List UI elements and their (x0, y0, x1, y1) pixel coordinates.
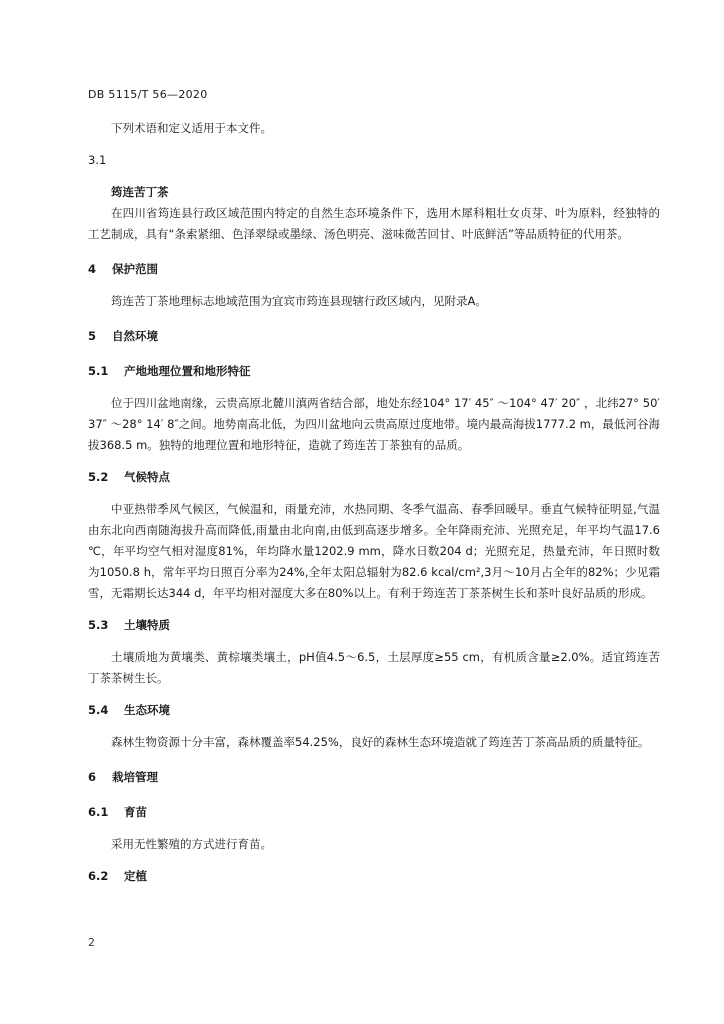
subsection-5-3-heading (88, 615, 660, 636)
subsection-title: 气候特点 (124, 470, 171, 484)
subsection-number: 5.3 (88, 618, 109, 632)
subsection-5-4-text: 森林生物资源十分丰富，森林覆盖率54.25%，良好的森林生态环境造就了筠连苦丁茶高品质的质量特征。 (111, 735, 650, 749)
clause-3-1-number: 3.1 (88, 153, 107, 167)
subsection-number: 6.1 (88, 805, 109, 819)
section-number: 5 (88, 329, 97, 343)
subsection-number: 5.4 (88, 703, 109, 717)
section-title: 保护范围 (112, 262, 159, 276)
document-body (88, 118, 660, 887)
subsection-5-3-text: 土壤质地为黄壤类、黄棕壤类壤土，pH值4.5～6.5，土层厚度≥55 cm，有机质含量≥2.0%。适宜筠连苦丁茶茶树生长。 (88, 650, 660, 685)
term-title: 筠连苦丁茶 (111, 185, 169, 199)
section-title: 自然环境 (112, 329, 159, 343)
term-definition: 在四川省筠连县行政区域范围内特定的自然生态环境条件下，选用木犀科粗壮女贞芽、叶为原料，经独特的工艺制成，具有“条索紧细、色泽翠绿或墨绿、汤色明亮、滋味微苦回甘、叶底鲜活”等品质特征的代用茶。 (88, 206, 660, 241)
subsection-title: 生态环境 (124, 703, 171, 717)
section-number: 6 (88, 770, 97, 784)
subsection-6-1-text: 采用无性繁殖的方式进行育苗。 (111, 837, 272, 851)
subsection-number: 5.1 (88, 364, 109, 378)
section-title: 栽培管理 (112, 770, 159, 784)
subsection-title: 育苗 (124, 805, 148, 819)
page-number: 2 (88, 936, 95, 949)
section-number: 4 (88, 262, 97, 276)
section-6-heading (88, 767, 660, 788)
intro-paragraph: 下列术语和定义适用于本文件。 (111, 121, 272, 135)
subsection-6-2-heading (88, 866, 660, 887)
section-4-heading (88, 259, 660, 280)
section-5-heading (88, 326, 660, 347)
subsection-title: 定植 (124, 869, 148, 883)
subsection-5-4-heading (88, 700, 660, 721)
subsection-5-1-text: 位于四川盆地南缘，云贵高原北麓川滇两省结合部，地处东经104° 17′ 45″ ～104° 47′ 20″ ，北纬27° 50′ 37″ ～28° 14′ 8″之间。地势南高北低，为四川盆地向云贵高原过度地带。境内最高海拔1777.2 m，最低河谷海拔368.5 m。独特的地理位置和地形特征，造就了筠连苦丁茶独有的品质。 (88, 396, 660, 452)
subsection-5-2-heading (88, 467, 660, 488)
subsection-5-1-heading (88, 361, 660, 382)
subsection-number: 5.2 (88, 470, 109, 484)
subsection-number: 6.2 (88, 869, 109, 883)
section-4-text: 筠连苦丁茶地理标志地域范围为宜宾市筠连县现辖行政区域内，见附录A。 (111, 294, 487, 308)
subsection-title: 产地地理位置和地形特征 (124, 364, 251, 378)
document-code-header: DB 5115/T 56—2020 (88, 88, 208, 101)
subsection-6-1-heading (88, 802, 660, 823)
subsection-title: 土壤特质 (124, 618, 171, 632)
subsection-5-2-text: 中亚热带季风气候区，气候温和，雨量充沛，水热同期、冬季气温高、春季回暖早。垂直气候特征明显,气温由东北向西南随海拔升高而降低,雨量由北向南,由低到高逐步增多。全年降雨充沛、光照充足，年平均气温17.6 ℃，年平均空气相对湿度81%，年均降水量1202.9 mm，降水日数204 d；光照充足，热量充沛，年日照时数为1050.8 h，常年平均日照百分率为24%,全年太阳总辐射为82.6 kcal/cm²,3月～10月占全年的82%；少见霜雪，无霜期长达344 d，年平均相对湿度大多在80%以上。有利于筠连苦丁茶茶树生长和茶叶良好品质的形成。 (88, 502, 660, 600)
